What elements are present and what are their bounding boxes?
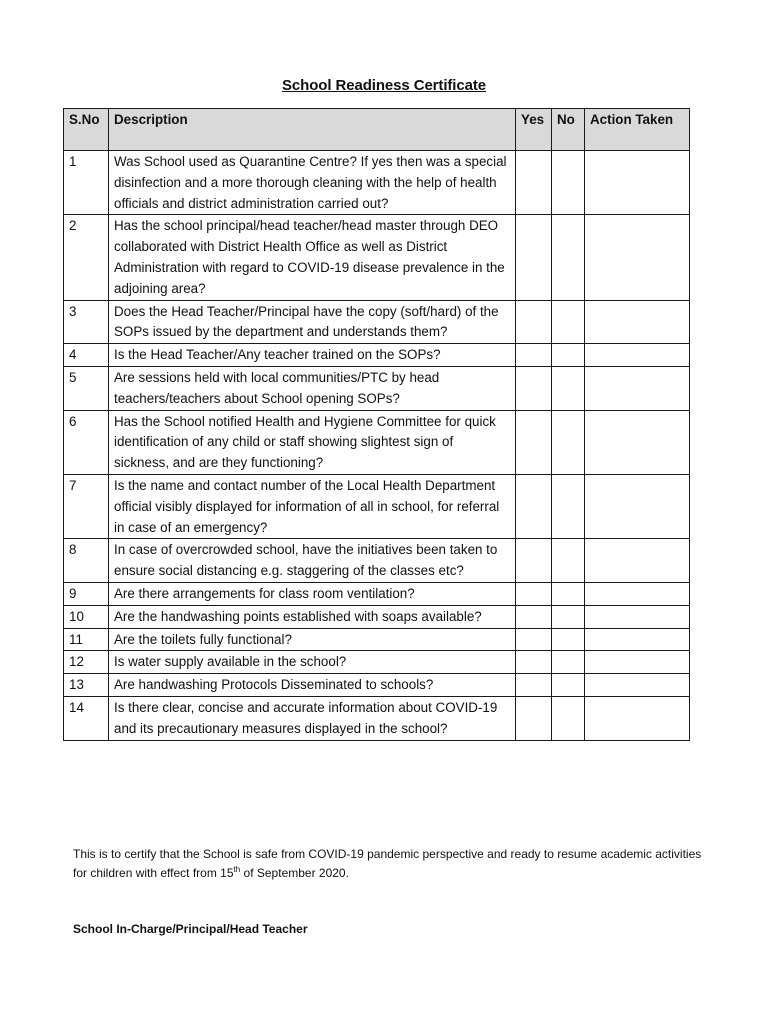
action-taken-cell[interactable] bbox=[585, 366, 690, 410]
header-action-taken: Action Taken bbox=[585, 109, 690, 151]
table-row bbox=[64, 215, 690, 300]
yes-checkbox-cell[interactable] bbox=[516, 215, 552, 300]
no-checkbox-cell[interactable] bbox=[552, 651, 585, 674]
row-description: In case of overcrowded school, have the initiatives been taken to ensure social distancing e.g. staggering of the classes etc? bbox=[109, 539, 516, 583]
row-sno: 7 bbox=[64, 474, 109, 538]
action-taken-cell[interactable] bbox=[585, 215, 690, 300]
certification-superscript: th bbox=[233, 864, 241, 874]
action-taken-cell[interactable] bbox=[585, 605, 690, 628]
yes-checkbox-cell[interactable] bbox=[516, 344, 552, 367]
no-checkbox-cell[interactable] bbox=[552, 344, 585, 367]
row-sno: 11 bbox=[64, 628, 109, 651]
yes-checkbox-cell[interactable] bbox=[516, 300, 552, 344]
yes-checkbox-cell[interactable] bbox=[516, 474, 552, 538]
yes-checkbox-cell[interactable] bbox=[516, 628, 552, 651]
yes-checkbox-cell[interactable] bbox=[516, 696, 552, 740]
action-taken-cell[interactable] bbox=[585, 344, 690, 367]
table-row bbox=[64, 151, 690, 215]
header-no: No bbox=[552, 109, 585, 151]
row-description: Is the Head Teacher/Any teacher trained on the SOPs? bbox=[109, 344, 516, 367]
row-description: Has the school principal/head teacher/head master through DEO collaborated with District Health Office as well as District Administration with regard to COVID-19 disease prevalence in the adjoining area? bbox=[109, 215, 516, 300]
yes-checkbox-cell[interactable] bbox=[516, 605, 552, 628]
row-sno: 12 bbox=[64, 651, 109, 674]
no-checkbox-cell[interactable] bbox=[552, 674, 585, 697]
row-sno: 8 bbox=[64, 539, 109, 583]
table-row bbox=[64, 674, 690, 697]
yes-checkbox-cell[interactable] bbox=[516, 366, 552, 410]
table-header-row bbox=[64, 109, 690, 151]
document-title: School Readiness Certificate bbox=[282, 77, 486, 94]
no-checkbox-cell[interactable] bbox=[552, 628, 585, 651]
row-description: Are handwashing Protocols Disseminated to schools? bbox=[109, 674, 516, 697]
table-row bbox=[64, 696, 690, 740]
certification-text-end: of September 2020. bbox=[240, 865, 349, 880]
no-checkbox-cell[interactable] bbox=[552, 539, 585, 583]
yes-checkbox-cell[interactable] bbox=[516, 582, 552, 605]
row-sno: 2 bbox=[64, 215, 109, 300]
no-checkbox-cell[interactable] bbox=[552, 300, 585, 344]
table-row bbox=[64, 539, 690, 583]
row-sno: 9 bbox=[64, 582, 109, 605]
header-yes: Yes bbox=[516, 109, 552, 151]
row-description: Does the Head Teacher/Principal have the copy (soft/hard) of the SOPs issued by the department and understands them? bbox=[109, 300, 516, 344]
header-description: Description bbox=[109, 109, 516, 151]
action-taken-cell[interactable] bbox=[585, 696, 690, 740]
no-checkbox-cell[interactable] bbox=[552, 582, 585, 605]
row-sno: 10 bbox=[64, 605, 109, 628]
no-checkbox-cell[interactable] bbox=[552, 696, 585, 740]
no-checkbox-cell[interactable] bbox=[552, 410, 585, 474]
table-row bbox=[64, 300, 690, 344]
row-sno: 6 bbox=[64, 410, 109, 474]
table-row bbox=[64, 344, 690, 367]
action-taken-cell[interactable] bbox=[585, 151, 690, 215]
yes-checkbox-cell[interactable] bbox=[516, 539, 552, 583]
no-checkbox-cell[interactable] bbox=[552, 605, 585, 628]
table-row bbox=[64, 474, 690, 538]
no-checkbox-cell[interactable] bbox=[552, 151, 585, 215]
checklist-body bbox=[64, 151, 690, 741]
row-sno: 14 bbox=[64, 696, 109, 740]
action-taken-cell[interactable] bbox=[585, 651, 690, 674]
no-checkbox-cell[interactable] bbox=[552, 474, 585, 538]
row-description: Was School used as Quarantine Centre? If yes then was a special disinfection and a more thorough cleaning with the help of health officials and district administration carried out? bbox=[109, 151, 516, 215]
row-sno: 3 bbox=[64, 300, 109, 344]
certification-text: This is to certify that the School is safe from COVID-19 pandemic perspective and ready to resume academic activities for children with effect from 15 bbox=[73, 847, 702, 880]
yes-checkbox-cell[interactable] bbox=[516, 651, 552, 674]
action-taken-cell[interactable] bbox=[585, 410, 690, 474]
yes-checkbox-cell[interactable] bbox=[516, 674, 552, 697]
no-checkbox-cell[interactable] bbox=[552, 366, 585, 410]
row-description: Are sessions held with local communities/PTC by head teachers/teachers about School opening SOPs? bbox=[109, 366, 516, 410]
row-description: Is there clear, concise and accurate information about COVID-19 and its precautionary measures displayed in the school? bbox=[109, 696, 516, 740]
row-sno: 5 bbox=[64, 366, 109, 410]
signatory-label: School In-Charge/Principal/Head Teacher bbox=[73, 922, 308, 936]
action-taken-cell[interactable] bbox=[585, 582, 690, 605]
table-row bbox=[64, 628, 690, 651]
action-taken-cell[interactable] bbox=[585, 539, 690, 583]
table-row bbox=[64, 605, 690, 628]
row-description: Is the name and contact number of the Local Health Department official visibly displayed for information of all in school, for referral in case of an emergency? bbox=[109, 474, 516, 538]
row-description: Are the toilets fully functional? bbox=[109, 628, 516, 651]
no-checkbox-cell[interactable] bbox=[552, 215, 585, 300]
table-row bbox=[64, 651, 690, 674]
readiness-checklist-table bbox=[63, 108, 690, 741]
action-taken-cell[interactable] bbox=[585, 474, 690, 538]
action-taken-cell[interactable] bbox=[585, 300, 690, 344]
table-row bbox=[64, 366, 690, 410]
row-sno: 13 bbox=[64, 674, 109, 697]
yes-checkbox-cell[interactable] bbox=[516, 151, 552, 215]
certification-statement bbox=[73, 845, 713, 882]
row-description: Is water supply available in the school? bbox=[109, 651, 516, 674]
row-sno: 4 bbox=[64, 344, 109, 367]
yes-checkbox-cell[interactable] bbox=[516, 410, 552, 474]
table-row bbox=[64, 582, 690, 605]
action-taken-cell[interactable] bbox=[585, 674, 690, 697]
action-taken-cell[interactable] bbox=[585, 628, 690, 651]
row-description: Are the handwashing points established with soaps available? bbox=[109, 605, 516, 628]
table-row bbox=[64, 410, 690, 474]
row-description: Are there arrangements for class room ventilation? bbox=[109, 582, 516, 605]
row-description: Has the School notified Health and Hygiene Committee for quick identification of any child or staff showing slightest sign of sickness, and are they functioning? bbox=[109, 410, 516, 474]
row-sno: 1 bbox=[64, 151, 109, 215]
header-sno: S.No bbox=[64, 109, 109, 151]
